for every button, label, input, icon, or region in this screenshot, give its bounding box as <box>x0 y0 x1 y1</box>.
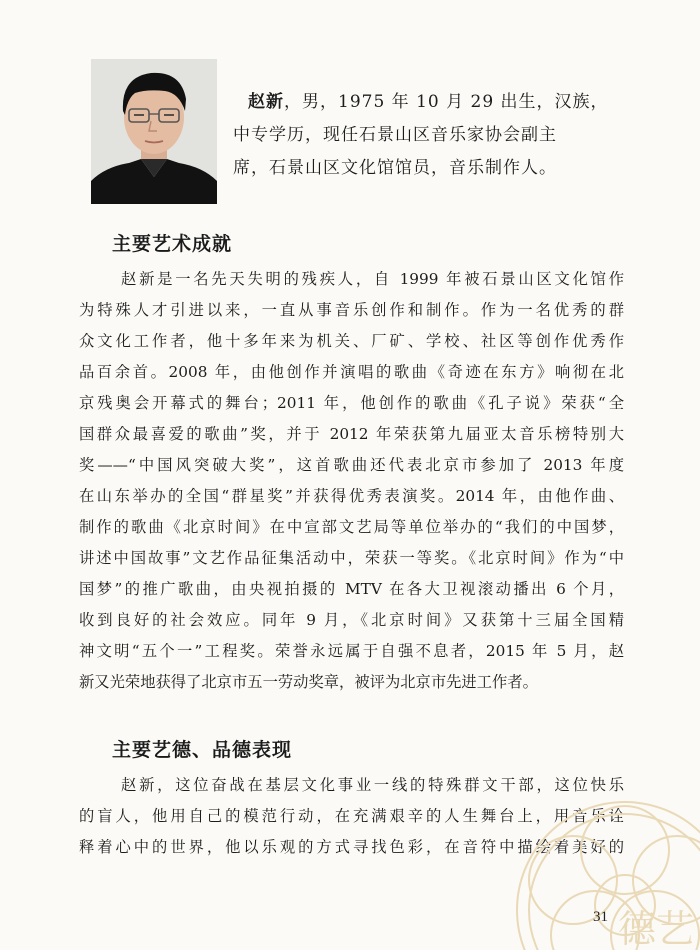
paragraph-line: 新又光荣地获得了北京市五一劳动奖章，被评为北京市先进工作者。 <box>79 673 538 691</box>
portrait-illustration <box>91 59 217 204</box>
paragraph-line: 奖——“中国风突破大奖”，这首歌曲还代表北京市参加了 2013 年度 <box>79 456 624 474</box>
author-intro <box>233 86 633 185</box>
paragraph-line: 众文化工作者，他十多年来为机关、厂矿、学校、社区等创作优秀作 <box>79 332 624 350</box>
paragraph-line: 京残奥会开幕式的舞台；2011 年，他创作的歌曲《孔子说》荣获“全 <box>79 394 624 412</box>
paragraph-line: 国梦”的推广歌曲，由央视拍摄的 MTV 在各大卫视滚动播出 6 个月， <box>79 580 624 598</box>
section-heading-ethics: 主要艺德、品德表现 <box>112 739 293 761</box>
paragraph-line: 赵新，这位奋战在基层文化事业一线的特殊群文干部，这位快乐 <box>121 776 624 794</box>
intro-line-1-text: ，男，1975 年 10 月 29 出生，汉族， <box>284 92 609 112</box>
paragraph-line: 国群众最喜爱的歌曲”奖，并于 2012 年荣获第九届亚太音乐榜特别大 <box>79 425 624 443</box>
paragraph-line: 讲述中国故事”文艺作品征集活动中，荣获一等奖。《北京时间》作为“中 <box>79 549 624 567</box>
page-number: 31 <box>593 909 608 925</box>
paragraph-line: 为特殊人才引进以来，一直从事音乐创作和制作。作为一名优秀的群 <box>79 301 624 319</box>
paragraph-line: 品百余首。2008 年，由他创作并演唱的歌曲《奇迹在东方》响彻在北 <box>79 363 624 381</box>
intro-line-3: 席，石景山区文化馆馆员，音乐制作人。 <box>233 158 557 178</box>
paragraph-line: 赵新是一名先天失明的残疾人，自 1999 年被石景山区文化馆作 <box>121 270 624 288</box>
paragraph-line: 神文明“五个一”工程奖。荣誉永远属于自强不息者，2015 年 5 月，赵 <box>79 642 624 660</box>
author-name: 赵新 <box>248 92 284 112</box>
paragraph-line: 的盲人，他用自己的模范行动，在充满艰辛的人生舞台上，用音乐诠 <box>79 807 624 825</box>
paragraph-line: 制作的歌曲《北京时间》在中宣部文艺局等单位举办的“我们的中国梦， <box>79 518 624 536</box>
author-photo <box>91 59 217 204</box>
seal-text: 德艺 <box>618 907 695 950</box>
paragraph-line: 释着心中的世界，他以乐观的方式寻找色彩，在音符中描绘着美好的 <box>79 838 624 856</box>
intro-line-1 <box>233 86 633 119</box>
intro-line-2: 中专学历，现任石景山区音乐家协会副主 <box>233 125 557 145</box>
paragraph-line: 收到良好的社会效应。同年 9 月，《北京时间》又获第十三届全国精 <box>79 611 624 629</box>
section-heading-achievements: 主要艺术成就 <box>112 233 233 255</box>
achievements-paragraph <box>79 264 624 698</box>
paragraph-line: 在山东举办的全国“群星奖”并获得优秀表演奖。2014 年，由他作曲、 <box>79 487 624 505</box>
